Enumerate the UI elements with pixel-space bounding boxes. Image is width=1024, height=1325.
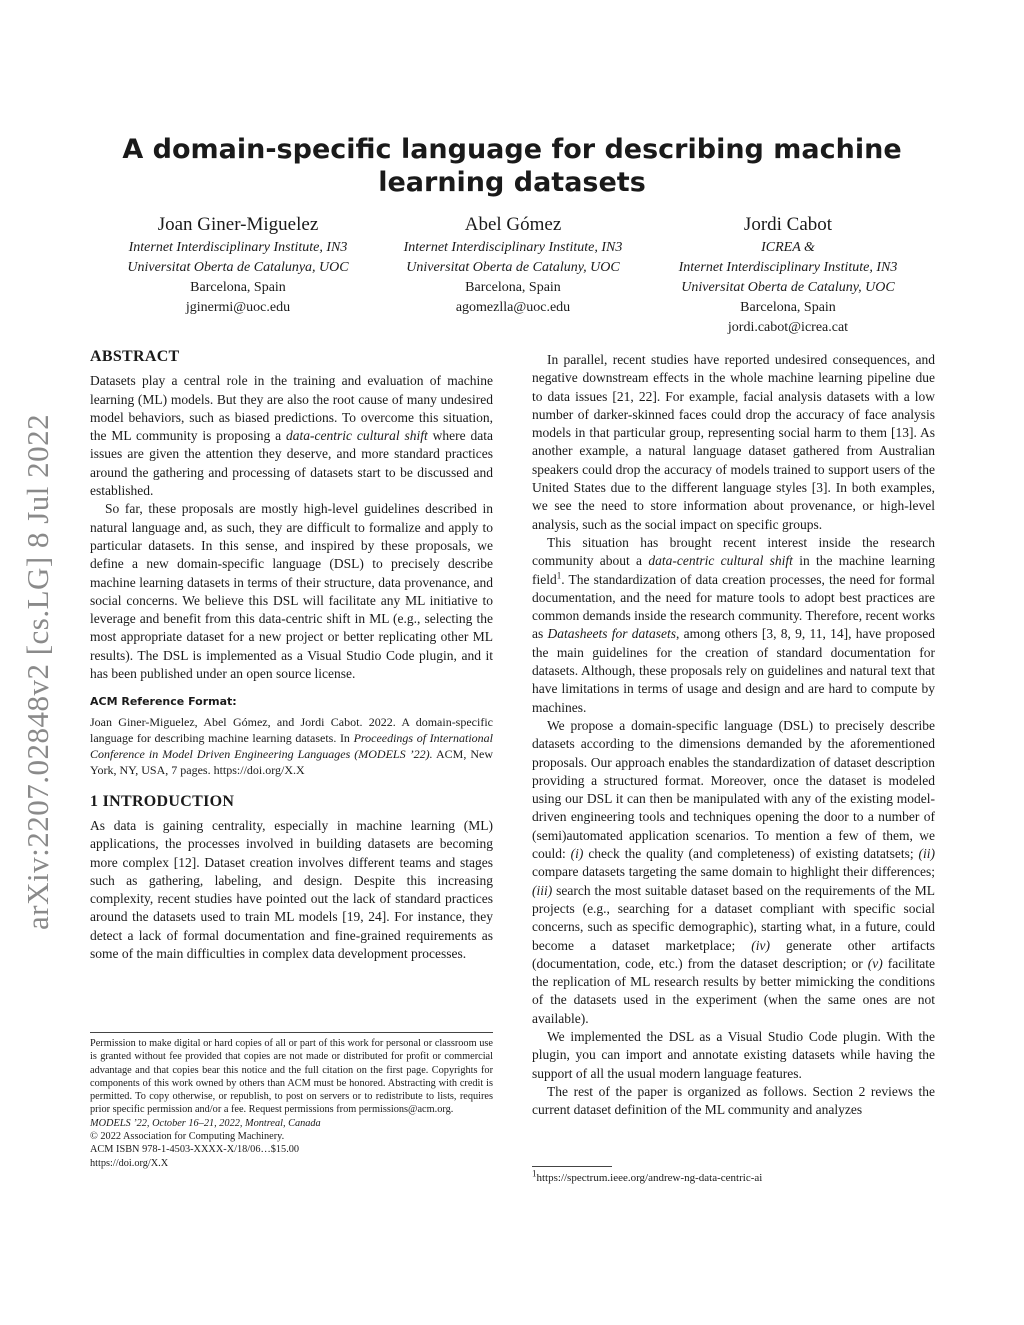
- abstract-paragraph: So far, these proposals are mostly high-level guidelines described in natural language and, as such, they are difficult to formalize and apply to particular datasets. In this sense, and inspired by these proposals, we define a new domain-specific language (DSL) to precisely describe machine learning datasets in terms of their structure, data provenance, and social concerns. We believe this DSL will facilitate any ML initiative to leverage and benefit from this data-centric shift in ML (e.g., selecting the most appropriate dataset for a new project or better replicating other ML results). The DSL is implemented as a Visual Studio Code plugin, and it has been published under an open source license.: [90, 501, 493, 682]
- permission-notice: [90, 1032, 493, 1170]
- acm-reference-text: Joan Giner-Miguelez, Abel Gómez, and Jordi Cabot. 2022. A domain-specific language for describing machine learning datasets. In Proceedings of International Conference in Model Driven Engineering Languages (MODELS ’22). ACM, New York, NY, USA, 7 pages. https://doi.org/X.X: [90, 714, 493, 777]
- permission-text: Permission to make digital or hard copies of all or part of this work for personal or classroom use is granted without fee provided that copies are not made or distributed for profit or commercial advantage and that copies bear this notice and the full citation on the first page. Copyrights for components of this work owned by others than ACM must be honored. Abstracting with credit is permitted. To copy otherwise, or republish, to post on servers or to redistribute to lists, requires prior specific permission and/or a fee. Request permissions from permissions@acm.org.: [90, 1038, 493, 1116]
- body-paragraph: In parallel, recent studies have reported undesired consequences, and negative downstream effects in the whole machine learning pipeline due to data issues [21, 22]. For example, facial analysis datasets with a low number of darker-skinned faces could drop the accuracy of face analysis models in that particular group, representing social harm to them [13]. As another example, a natural language dataset gathered from Australian speakers could drop the accuracy of models trained to support users of the United States due to the different language styles [3]. In both examples, we see the need to store information about provenance, or high-level analysis, such as the social impact on specific groups.: [532, 352, 935, 532]
- paper-title: A domain-specific language for describing machine learning datasets: [122, 134, 902, 198]
- author-block-1: [100, 212, 376, 318]
- author-city: Barcelona, Spain: [465, 280, 561, 295]
- footnote-link[interactable]: https://spectrum.ieee.org/andrew-ng-data-centric-ai: [536, 1172, 763, 1184]
- abstract-paragraph: Datasets play a central role in the training and evaluation of machine learning (ML) models. But they are also the root cause of many undesired model behaviors, such as biased predictions. To overcome this situation, the ML community is proposing a data-centric cultural shift where data issues are given the attention they deserve, and more standard practices around the gathering and processing of datasets start to be discussed and established.: [90, 373, 494, 499]
- author-affiliation: Universitat Oberta de Cataluny, UOC: [681, 280, 895, 295]
- author-name: Abel Gómez: [464, 214, 562, 235]
- author-affiliation: ICREA &: [761, 240, 815, 255]
- right-column: [532, 351, 935, 1119]
- author-affiliation: Internet Interdisciplinary Institute, IN3: [678, 260, 898, 275]
- author-email: jginermi@uoc.edu: [185, 300, 291, 315]
- author-city: Barcelona, Spain: [740, 300, 836, 315]
- author-block-2: [378, 212, 648, 318]
- author-name: Jordi Cabot: [743, 214, 833, 235]
- author-city: Barcelona, Spain: [190, 280, 286, 295]
- copyright-line: © 2022 Association for Computing Machinery.: [90, 1131, 285, 1143]
- intro-paragraph: As data is gaining centrality, especially in machine learning (ML) applications, the processes involved in building datasets are becoming more complex [12]. Dataset creation involves different teams and stages such as gathering, labeling, and design. Despite this increasing complexity, recent studies have pointed out the lack of standard practices around the datasets used to train ML models [19, 24]. For instance, they detect a lack of formal documentation and fine-grained requirements as some of the main difficulties in complex data development processes.: [90, 817, 493, 962]
- isbn-line: ACM ISBN 978-1-4503-XXXX-X/18/06…$15.00: [90, 1144, 300, 1156]
- venue-line: MODELS ’22, October 16–21, 2022, Montreal, Canada: [90, 1117, 321, 1129]
- body-paragraph: The rest of the paper is organized as follows. Section 2 reviews the current dataset definition of the ML community and analyzes: [532, 1083, 935, 1118]
- body-paragraph: We implemented the DSL as a Visual Studio Code plugin. With the plugin, you can import and annotate existing datasets while having the support of all the usual modern language features.: [532, 1028, 935, 1081]
- author-affiliation: Internet Interdisciplinary Institute, IN3: [128, 240, 348, 255]
- author-affiliation: Internet Interdisciplinary Institute, IN3: [403, 240, 623, 255]
- author-affiliation: Universitat Oberta de Cataluny, UOC: [406, 260, 620, 275]
- arxiv-identifier: arXiv:2207.02848v2 [cs.LG] 8 Jul 2022: [20, 413, 55, 930]
- footnote: [532, 1166, 935, 1185]
- author-block-3: [652, 212, 924, 338]
- left-column: [90, 348, 493, 963]
- section-heading-introduction: 1 INTRODUCTION: [90, 792, 235, 810]
- footnote-rule: [532, 1166, 612, 1167]
- author-name: Joan Giner-Miguelez: [157, 214, 319, 235]
- author-email: agomezlla@uoc.edu: [455, 300, 571, 315]
- body-paragraph: This situation has brought recent interest inside the research community about a data-centric cultural shift in the machine learning field$^1$. The standardization of data creation processes, the need for formal documentation, and the need for mature tools to adopt best practices are common demands inside the research community. Therefore, recent works as Datasheets for datasets, among others [3, 8, 9, 11, 14], have proposed the main guidelines for the creation of standard documentation for datasets. Although, these proposals rely on guidelines and natural text that have limitations in terms of usage and design and are hard to compute by machines.: [532, 534, 936, 715]
- author-affiliation: Universitat Oberta de Catalunya, UOC: [127, 260, 349, 275]
- footnote-mark[interactable]: 1: [556, 570, 562, 581]
- acm-reference-heading: ACM Reference Format:: [90, 695, 237, 709]
- author-email: jordi.cabot@icrea.cat: [727, 320, 849, 335]
- doi-line: https://doi.org/X.X: [90, 1157, 169, 1169]
- abstract-heading: ABSTRACT: [90, 348, 180, 365]
- body-paragraph: We propose a domain-specific language (DSL) to precisely describe datasets according to the dimensions demanded by the aforementioned proposals. Our approach enables the standardization of dataset description providing a structured format. Moreover, once the dataset is modeled using our DSL it can then be manipulated with any of the existing model-driven engineering tools and techniques opening the door to a number of (semi)automated application scenarios. To mention a few of them, we could: (i) check the quality (and completeness) of existing datatsets; (ii) compare datasets targeting the same domain to highlight their differences; (iii) search the most suitable dataset based on the requirements of the ML projects (e.g., searching for a dataset compliant with specific social concerns, such as specific demographic), starting what, in a future, could become a dataset marketplace; (iv) generate other artifacts (documentation, code, etc.) from the dataset description; or (v) facilitate the replication of ML research results by better mimicking the conditions of the datasets used in the experiment (when the same ones are not available).: [532, 717, 936, 1026]
- footnote-number: 1: [532, 1168, 537, 1179]
